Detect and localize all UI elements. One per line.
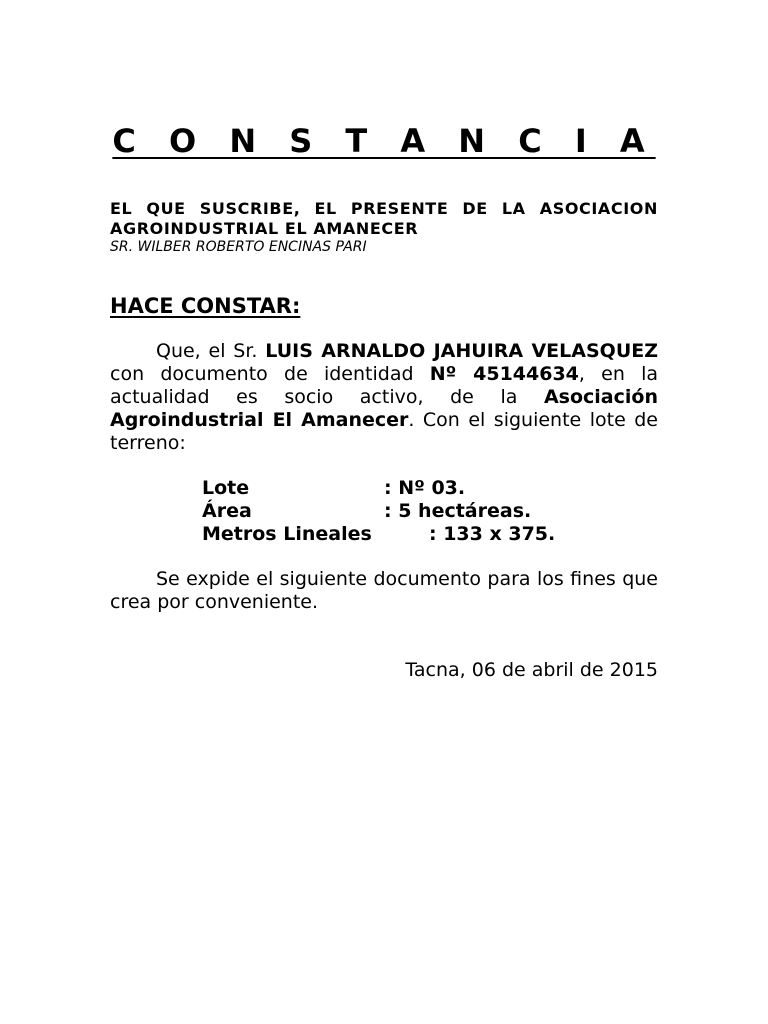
closing-paragraph (110, 568, 658, 614)
metros-value: : 133 x 375. (429, 523, 556, 545)
lote-label: Lote (202, 477, 250, 499)
person-name: LUIS ARNALDO JAHUIRA VELASQUEZ (265, 340, 658, 362)
subscriber-line: EL QUE SUSCRIBE, EL PRESENTE DE LA ASOCIACION AGROINDUSTRIAL EL AMANECER (110, 199, 658, 238)
body-text-3: , en la actualidad es socio activo, de la (110, 363, 658, 408)
area-value: : 5 hectáreas. (384, 500, 532, 522)
closing-text: Se expide el siguiente documento para los fines que crea por conveniente. (110, 568, 658, 613)
body-text-4: . Con el siguiente lote de terreno: (110, 409, 658, 454)
id-number: Nº 45144634 (429, 363, 579, 385)
body-text-1: Que, el Sr. (156, 340, 266, 362)
lot-row-lote (202, 477, 658, 500)
section-heading: HACE CONSTAR: (110, 294, 301, 318)
body-text-2: con documento de identidad (110, 363, 430, 385)
lot-row-metros (202, 523, 658, 546)
area-label: Área (202, 500, 252, 522)
association-name: Asociación Agroindustrial El Amanecer (110, 386, 658, 431)
document-title: C O N S T A N C I A (112, 122, 656, 160)
metros-label: Metros Lineales (202, 523, 372, 545)
lote-value: : Nº 03. (384, 477, 466, 499)
body-paragraph (110, 340, 658, 455)
lot-row-area (202, 500, 658, 523)
subscriber-name: SR. WILBER ROBERTO ENCINAS PARI (110, 239, 367, 255)
document-date: Tacna, 06 de abril de 2015 (405, 659, 658, 681)
